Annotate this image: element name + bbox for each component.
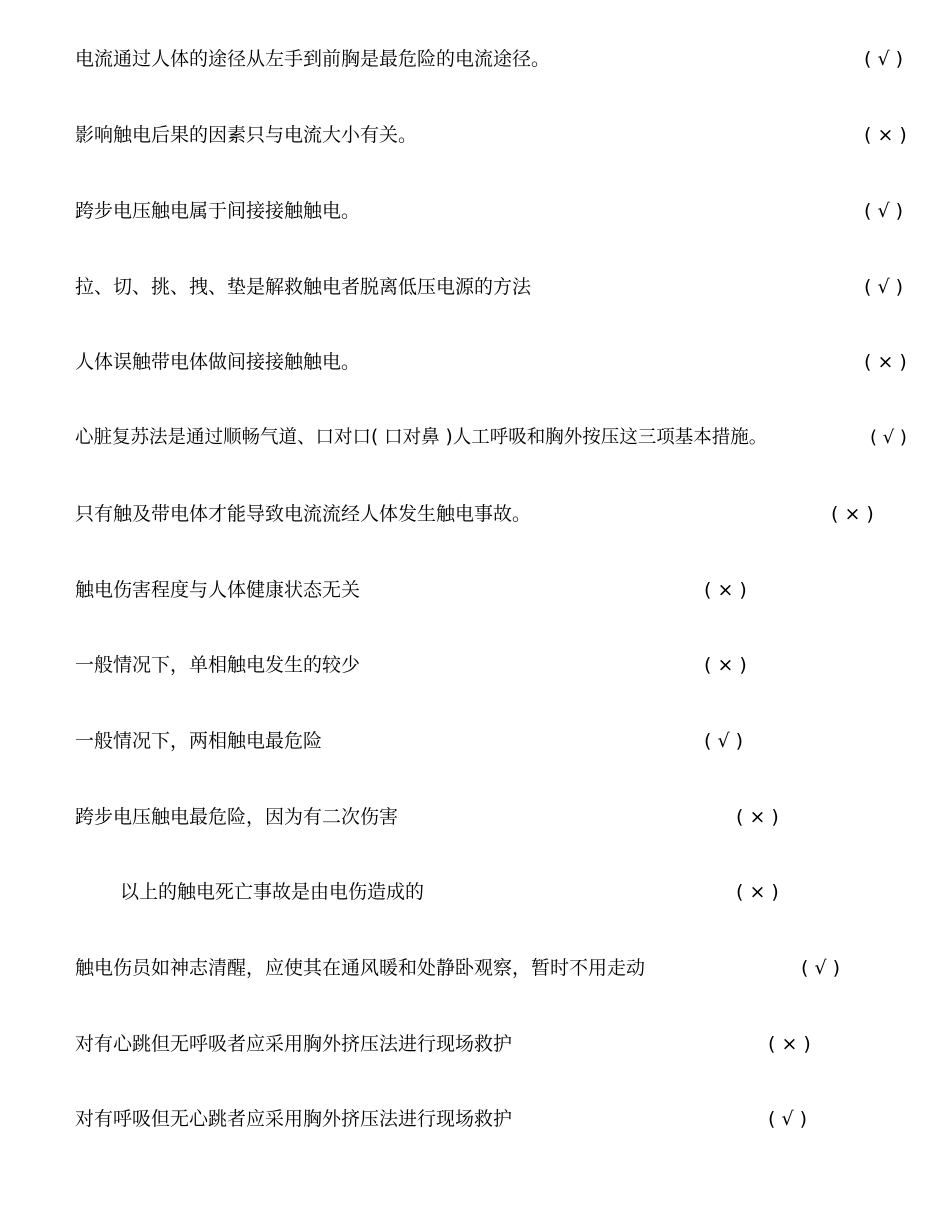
question-text: 触电伤员如神志清醒，应使其在通风暖和处静卧观察，暂时不用走动 [75,957,646,979]
question-text: 影响触电后果的因素只与电流大小有关。 [75,124,418,146]
question-row [0,423,950,453]
answer-mark: ( √ ) [768,1108,808,1130]
question-text: 对有心跳但无呼吸者应采用胸外挤压法进行现场救护 [75,1033,513,1055]
answer-mark: ( × ) [736,806,779,828]
question-row [0,44,950,74]
answer-mark: ( × ) [768,1033,811,1055]
question-row [0,726,950,756]
answer-mark: ( √ ) [864,200,904,222]
answer-mark: ( √ ) [864,48,904,70]
question-row [0,272,950,302]
question-text: 对有呼吸但无心跳者应采用胸外挤压法进行现场救护 [75,1108,513,1130]
answer-mark: ( × ) [704,579,747,601]
answer-mark: ( × ) [864,124,907,146]
question-row [0,499,950,529]
question-text: 人体误触带电体做间接接触触电。 [75,351,361,373]
answer-mark: ( √ ) [864,276,904,298]
question-text: 心脏复苏法是通过顺畅气道、口对口( 口对鼻 )人工呼吸和胸外按压这三项基本措施。 [75,427,768,448]
question-text: 拉、切、挑、拽、垫是解救触电者脱离低压电源的方法 [75,276,532,298]
question-text: 触电伤害程度与人体健康状态无关 [75,579,361,601]
question-text: 以上的触电死亡事故是由电伤造成的 [120,881,425,903]
answer-mark: ( × ) [704,654,747,676]
answer-mark: ( √ ) [870,427,907,448]
question-row [0,347,950,377]
question-row [0,196,950,226]
question-text: 只有触及带电体才能导致电流流经人体发生触电事故。 [75,503,532,525]
answer-mark: ( × ) [736,881,779,903]
question-row [0,1029,950,1059]
question-text: 一般情况下，单相触电发生的较少 [75,654,361,676]
question-text: 电流通过人体的途径从左手到前胸是最危险的电流途径。 [75,48,551,70]
question-row [0,575,950,605]
question-row [0,1104,950,1134]
answer-mark: ( √ ) [704,730,744,752]
question-text: 跨步电压触电最危险，因为有二次伤害 [75,806,399,828]
question-row [0,802,950,832]
answer-mark: ( × ) [831,503,874,525]
question-text: 跨步电压触电属于间接接触触电。 [75,200,361,222]
question-row [0,650,950,680]
question-row [0,953,950,983]
answer-mark: ( × ) [864,351,907,373]
answer-mark: ( √ ) [801,957,841,979]
question-row [0,877,950,907]
question-text: 一般情况下，两相触电最危险 [75,730,323,752]
question-row [0,120,950,150]
